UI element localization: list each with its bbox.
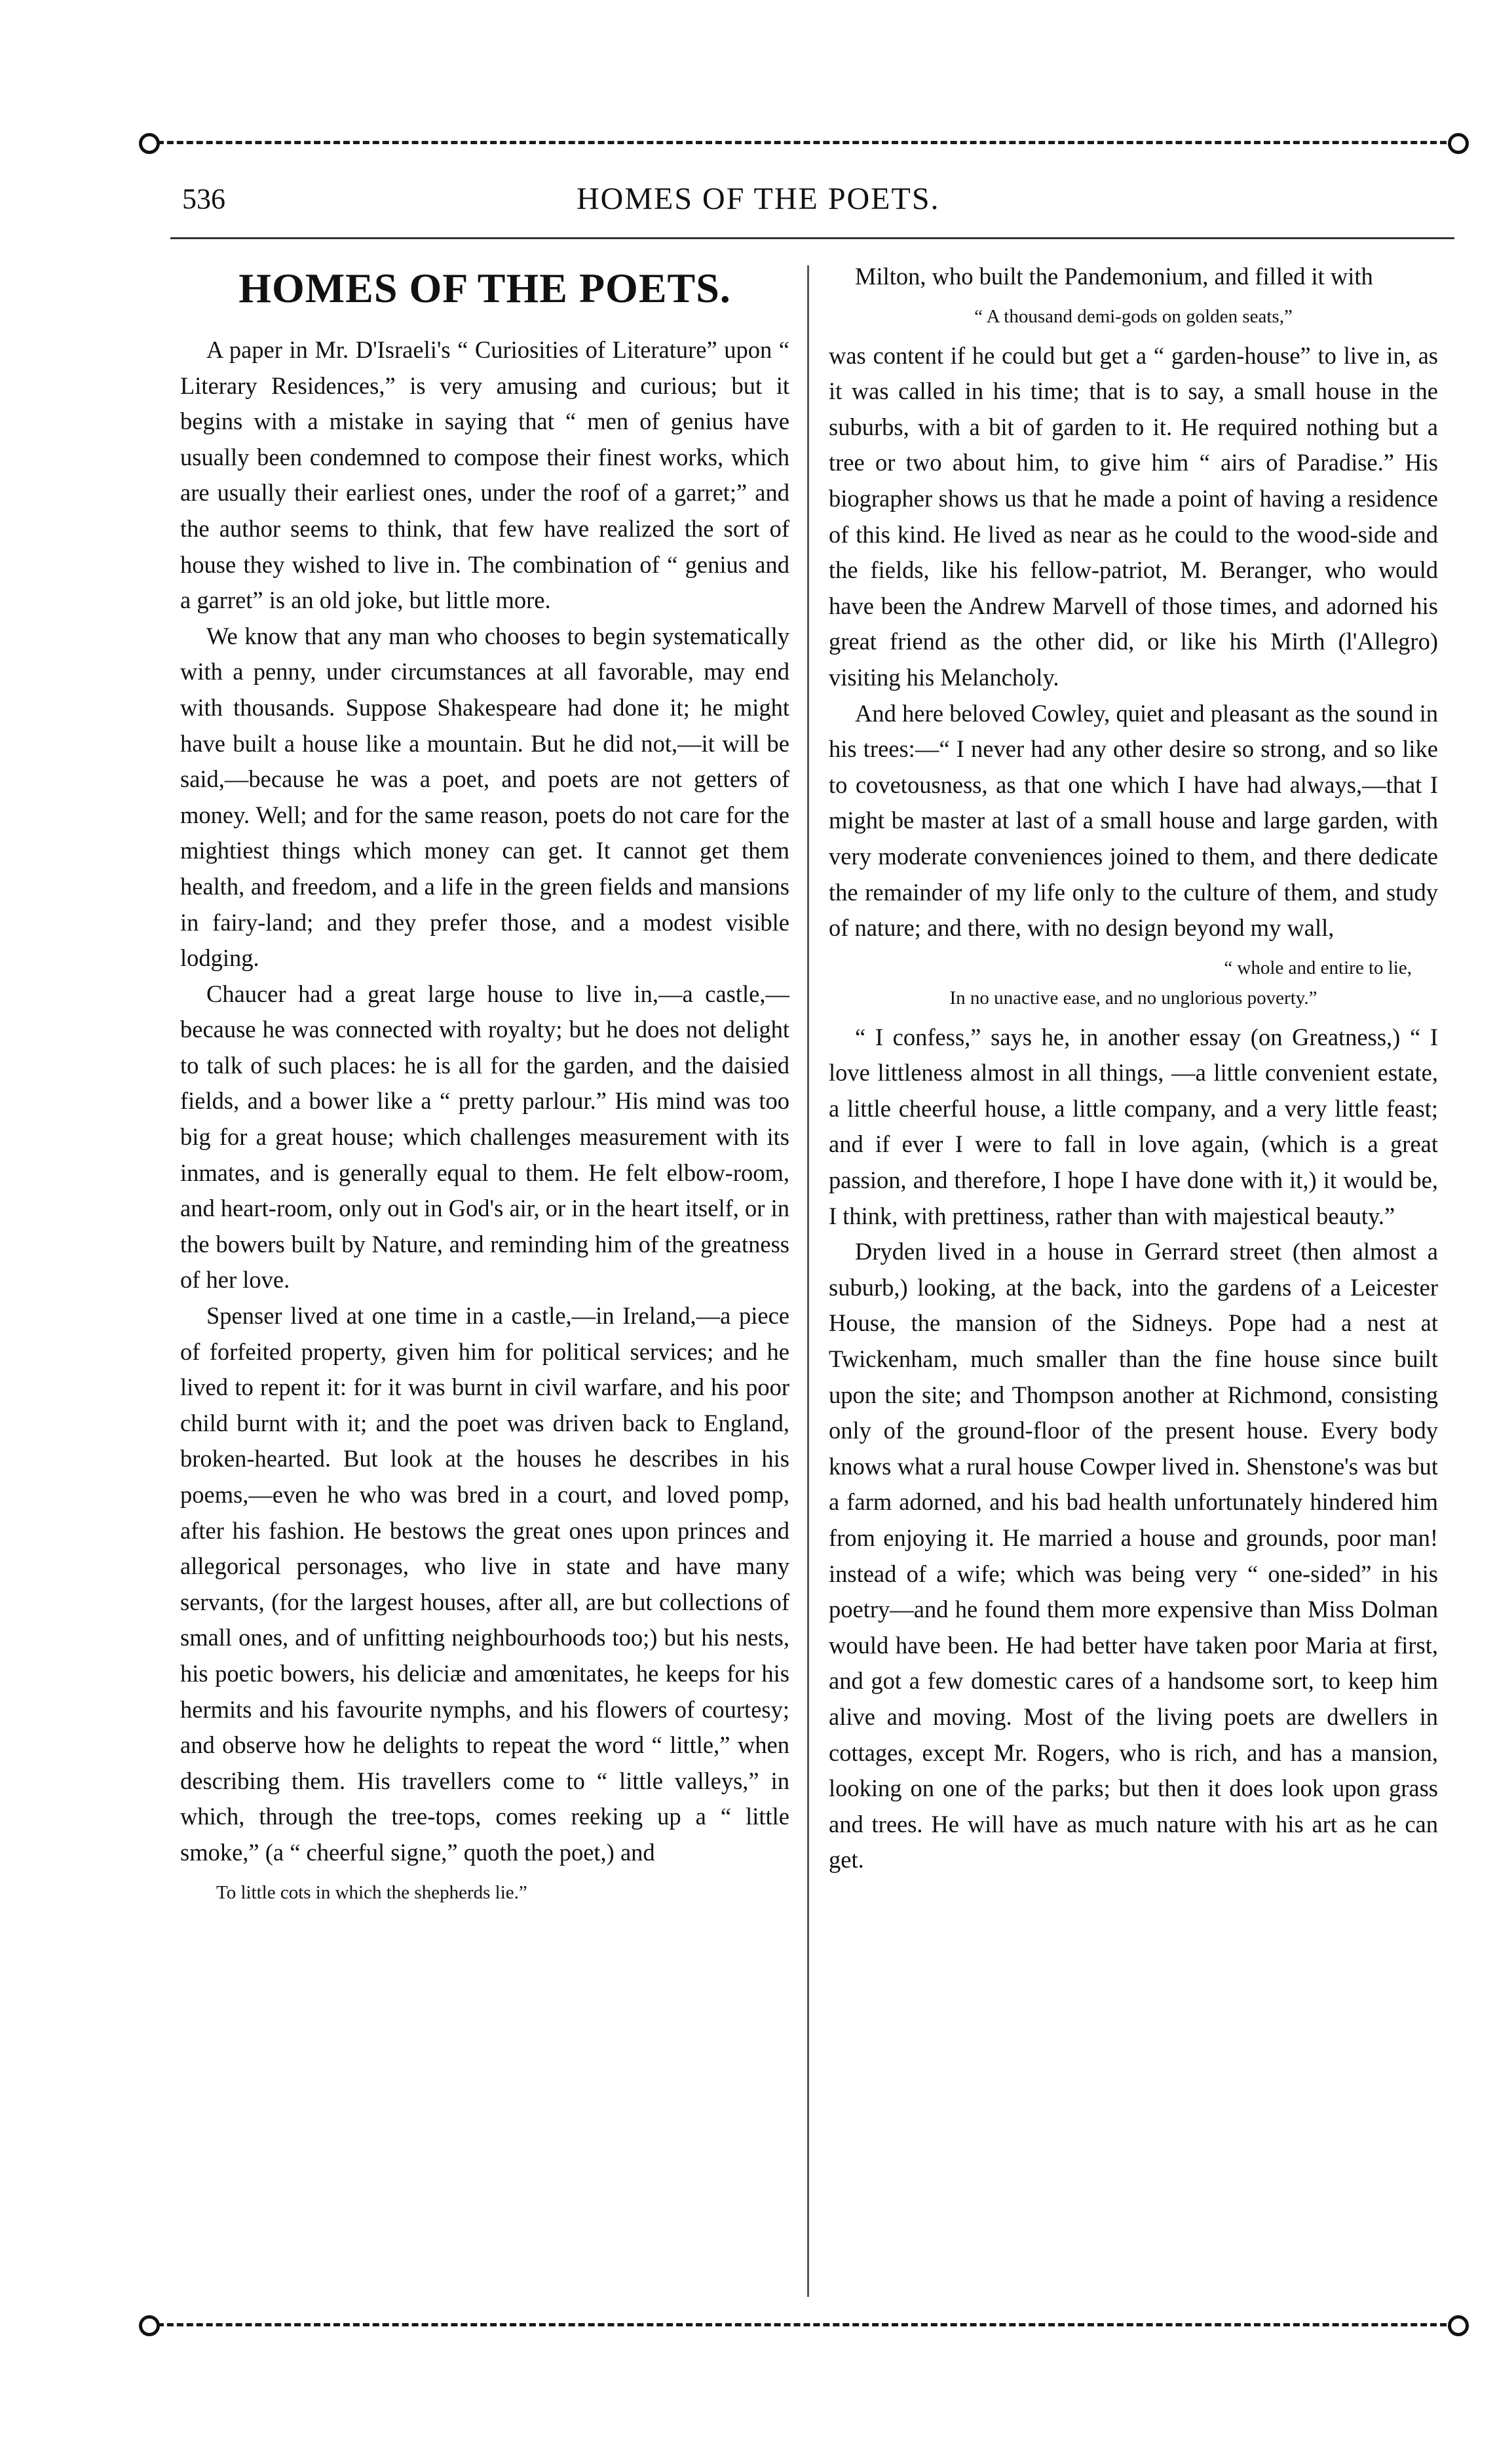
corner-ornament-bottom-left — [139, 2315, 160, 2336]
top-border-rule — [147, 141, 1456, 144]
bottom-border-rule — [147, 2323, 1456, 2326]
paragraph-6: was content if he could but get a “ garden-house” to live in, as it was called in his time; that is to say, a small house in the suburbs, with a bit of garden to it. He required nothing but a tree or two about him, to give him “ airs of Paradise.” His biographer shows us that he made a point of having a residence of this kind. He lived as near as he could to the wood-side and the fields, like his fellow-patriot, M. Beranger, who would have been the Andrew Marvell of those times, and adorned his great friend as the other did, or like his Mirth (l'Allegro) visiting his Melancholy. — [829, 341, 1438, 691]
paragraph-4: Spenser lived at one time in a castle,—in Ireland,—a piece of forfeited property, given him for political services; and he lived to repent it: for it was burnt in civil warfare, and his poor child burnt with it; and the poet was driven back to England, broken-hearted. But look at the houses he describes in his poems,—even he who was bred in a court, and loved pomp, after his fashion. He bestows the great ones upon princes and allegorical personages, who live in state and have many servants, (for the largest houses, after all, are but collections of small ones, and of unfitting neighbourhoods too;) but his nests, his poetic bowers, his deliciæ and amœnitates, he keeps for his hermits and his favourite nymphs, and his flowers of courtesy; and observe how he delights to repeat the word “ little,” when describing them. His travellers come to “ little valleys,” in which, through the tree-tops, comes reeking up a “ little smoke,” (a “ cheerful signe,” quoth the poet,) and — [180, 1302, 789, 1866]
article-title: HOMES OF THE POETS. — [238, 265, 731, 311]
verse-quote-cowley-line-2: In no unactive ease, and no unglorious poverty.” — [949, 987, 1317, 1009]
running-head: HOMES OF THE POETS. — [577, 182, 940, 216]
header-rule — [170, 237, 1454, 239]
verse-quote-milton: “ A thousand demi-gods on golden seats,” — [974, 305, 1293, 327]
paragraph-7: And here beloved Cowley, quiet and pleasant as the sound in his trees:—“ I never had any other desire so strong, and so like to covetousness, as that one which I have had always,—that I might be master at last of a small house and large garden, with very moderate conveniences joined to them, and there dedicate the remainder of my life only to the culture of them, and study of nature; and there, with no design beyond my wall, — [829, 699, 1438, 942]
verse-quote-spenser: To little cots in which the shepherds lie.” — [216, 1881, 527, 1903]
corner-ornament-top-right — [1448, 133, 1469, 154]
paragraph-8: “ I confess,” says he, in another essay (on Greatness,) “ I love littleness almost in all things, —a little convenient estate, a little cheerful house, a little company, and a very little feast; and if ever I were to fall in love again, (which is a great passion, and therefore, I hope I have done with it,) it would be, I think, with prettiness, rather than with majestical beauty.” — [829, 1023, 1438, 1229]
right-column — [829, 259, 1438, 2317]
verse-quote-cowley-line-1: “ whole and entire to lie, — [1224, 957, 1412, 978]
paragraph-5: Milton, who built the Pandemonium, and filled it with — [855, 263, 1373, 290]
paragraph-2: We know that any man who chooses to begin systematically with a penny, under circumstances at all favorable, may end with thousands. Suppose Shakespeare had done it; he might have built a house like a mountain. But he did not,—it will be said,—because he was a poet, and poets are not getters of money. Well; and for the same reason, poets do not care for the mightiest things which money can get. It cannot get them health, and freedom, and a life in the green fields and mansions in fairy-land; and they prefer those, and a modest visible lodging. — [180, 622, 789, 972]
paragraph-3: Chaucer had a great large house to live in,—a castle,—because he was connected with royalty; but he does not delight to talk of such places: he is all for the garden, and the daisied fields, and a bower like a “ pretty parlour.” His mind was too big for a great house; which challenges measurement with its inmates, and is generally equal to them. He felt elbow-room, and heart-room, only out in God's air, or in the heart itself, or in the bowers built by Nature, and reminding him of the greatness of her love. — [180, 980, 789, 1294]
column-divider — [807, 265, 809, 2297]
corner-ornament-bottom-right — [1448, 2315, 1469, 2336]
paragraph-1: A paper in Mr. D'Israeli's “ Curiosities of Literature” upon “ Literary Residences,” is very amusing and curious; but it begins with a mistake in saying that “ men of genius have usually been condemned to compose their finest works, which are usually their earliest ones, under the roof of a garret;” and the author seems to think, that few have realized the sort of house they wished to live in. The combination of “ genius and a garret” is an old joke, but little more. — [180, 336, 789, 614]
left-column — [180, 259, 789, 2317]
paragraph-9: Dryden lived in a house in Gerrard street (then almost a suburb,) looking, at the back, into the gardens of a Leicester House, the mansion of the Sidneys. Pope had a nest at Twickenham, much smaller than the fine house since built upon the site; and Thompson another at Richmond, consisting only of the ground-floor of the present house. Every body knows what a rural house Cowper lived in. Shenstone's was but a farm adorned, and his bad health unfortunately hindered him from enjoying it. He married a house and grounds, poor man! instead of a wife; which was being very “ one-sided” in his poetry—and he found them more expensive than Miss Dolman would have been. He had better have taken poor Maria at first, and got a few domestic cares of a handsome sort, to keep him alive and moving. Most of the living poets are dwellers in cottages, except Mr. Rogers, who is rich, and has a mansion, looking on one of the parks; but then it does look upon grass and trees. He will have as much nature with his art as he can get. — [829, 1238, 1438, 1874]
page-number: 536 — [182, 183, 225, 215]
corner-ornament-top-left — [139, 133, 160, 154]
